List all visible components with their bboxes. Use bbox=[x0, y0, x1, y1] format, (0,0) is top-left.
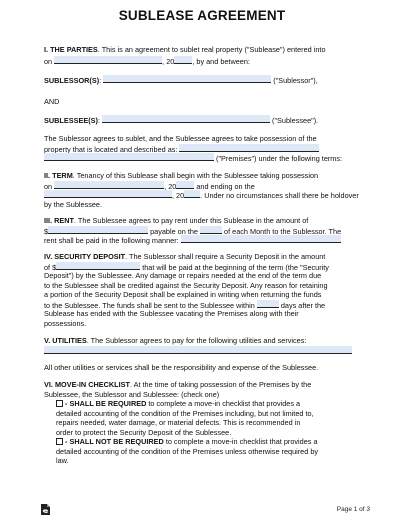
not-required-option-line-1: - SHALL NOT BE REQUIRED to complete a move-in checklist that provides a bbox=[56, 437, 362, 446]
deposit-line-4: to the Sublessee shall be credited against the Security Deposit. Any reason for retaining bbox=[44, 280, 328, 290]
deposit-return-days-field[interactable] bbox=[257, 300, 279, 308]
utilities-blank-line bbox=[44, 346, 362, 356]
utilities-heading: V. UTILITIES bbox=[44, 336, 87, 345]
document-title: SUBLEASE AGREEMENT bbox=[118, 8, 286, 23]
term-end-date-field[interactable] bbox=[44, 190, 172, 198]
utilities-line-1: V. UTILITIES. The Sublessor agrees to pay for the following utilities and services: bbox=[44, 336, 307, 345]
not-required-checkbox[interactable] bbox=[56, 438, 63, 445]
required-option-line-3: repairs needed, water damage, or material defects. This is recommended in bbox=[56, 418, 301, 427]
rent-due-day-field[interactable] bbox=[200, 226, 222, 234]
required-option-line-2: detailed accounting of the condition of the Premises including, but not limited to, bbox=[56, 408, 314, 418]
logo-icon bbox=[40, 504, 51, 515]
agree-line-2: property that is located and described as: bbox=[44, 144, 362, 154]
agreement-year-field[interactable] bbox=[174, 56, 192, 64]
page-number: Page 1 of 3 bbox=[336, 506, 370, 513]
deposit-line-2: of $ that will be paid at the beginning of the term (the "Security bbox=[44, 262, 329, 272]
utilities-line-2: All other utilities or services shall be the responsibility and expense of the Sublessee. bbox=[44, 363, 319, 372]
and-label: AND bbox=[44, 97, 60, 106]
parties-line-2: on , 20 , by and between: bbox=[44, 57, 250, 66]
agreement-date-field[interactable] bbox=[54, 56, 162, 64]
utilities-list-field[interactable] bbox=[44, 346, 352, 354]
term-end-year-field[interactable] bbox=[184, 190, 200, 198]
movein-heading: VI. MOVE-IN CHECKLIST bbox=[44, 380, 130, 389]
premises-description-field[interactable] bbox=[44, 153, 214, 161]
agree-line-3: ("Premises") under the following terms: bbox=[44, 153, 362, 163]
deposit-line-7: Sublease has ended with the Sublessee vacating the Premises along with their bbox=[44, 309, 299, 318]
sublessor-line: SUBLESSOR(S): ("Sublessor"), bbox=[44, 76, 318, 85]
term-line-1: II. TERM. Tenancy of this Sublease shall begin with the Sublessee taking possession bbox=[44, 171, 319, 180]
deposit-line-1: IV. SECURITY DEPOSIT. The Sublessor shall require a Security Deposit in the amount bbox=[44, 252, 326, 261]
deposit-amount-field[interactable] bbox=[56, 262, 140, 270]
deposit-line-5: a portion of the Security Deposit shall be explained in writing when returning the funds bbox=[44, 290, 322, 299]
term-line-3: , 20 . Under no circumstances shall there be holdover bbox=[44, 190, 362, 200]
movein-line-2: Sublessee, the Sublessor and Sublessee: (check one) bbox=[44, 389, 220, 399]
term-start-year-field[interactable] bbox=[176, 181, 194, 189]
deposit-heading: IV. SECURITY DEPOSIT bbox=[44, 252, 126, 261]
required-option-line-1: - SHALL BE REQUIRED to complete a move-in checklist that provides a bbox=[56, 399, 362, 408]
required-option-line-4: order to protect the Security Deposit of the Sublessee. bbox=[56, 427, 232, 437]
rent-amount-field[interactable] bbox=[48, 226, 148, 234]
sublessee-line: SUBLESSEE(S): ("Sublessee"). bbox=[44, 116, 319, 125]
deposit-line-3: Deposit") by the Sublessee. Any damage or repairs needed at the end of the term due bbox=[44, 271, 322, 280]
term-start-date-field[interactable] bbox=[54, 181, 164, 189]
rent-payment-method-field[interactable] bbox=[181, 235, 341, 243]
parties-heading: I. THE PARTIES bbox=[44, 45, 98, 54]
movein-line-1: VI. MOVE-IN CHECKLIST. At the time of taking possession of the Premises by the bbox=[44, 380, 312, 389]
not-required-option-line-2: detailed accounting of the condition of the Premises unless otherwise required by bbox=[56, 446, 319, 456]
term-line-2: on , 20 and ending on the bbox=[44, 181, 255, 191]
agree-line-1: The Sublessor agrees to sublet, and the Sublessee agrees to take possession of the bbox=[44, 134, 317, 143]
deposit-line-6: to the Sublessee. The funds shall be sent to the Sublessee within days after the bbox=[44, 300, 326, 310]
required-checkbox[interactable] bbox=[56, 400, 63, 407]
rent-line-3: rent shall be paid in the following manner: bbox=[44, 235, 362, 245]
term-line-4: by the Sublessee. bbox=[44, 199, 103, 209]
deposit-line-8: possessions. bbox=[44, 318, 87, 328]
term-heading: II. TERM bbox=[44, 171, 73, 180]
sublessee-name-field[interactable] bbox=[102, 115, 270, 123]
premises-address-field[interactable] bbox=[179, 144, 319, 152]
rent-line-1: III. RENT. The Sublessee agrees to pay rent under this Sublease in the amount of bbox=[44, 216, 309, 225]
sublessor-name-field[interactable] bbox=[103, 75, 271, 83]
parties-line-1: I. THE PARTIES. This is an agreement to sublet real property ("Sublease") entered into bbox=[44, 45, 326, 54]
not-required-option-line-3: law. bbox=[56, 456, 69, 465]
rent-line-2: $ payable on the of each Month to the Sublessor. The bbox=[44, 226, 342, 236]
rent-heading: III. RENT bbox=[44, 216, 74, 225]
